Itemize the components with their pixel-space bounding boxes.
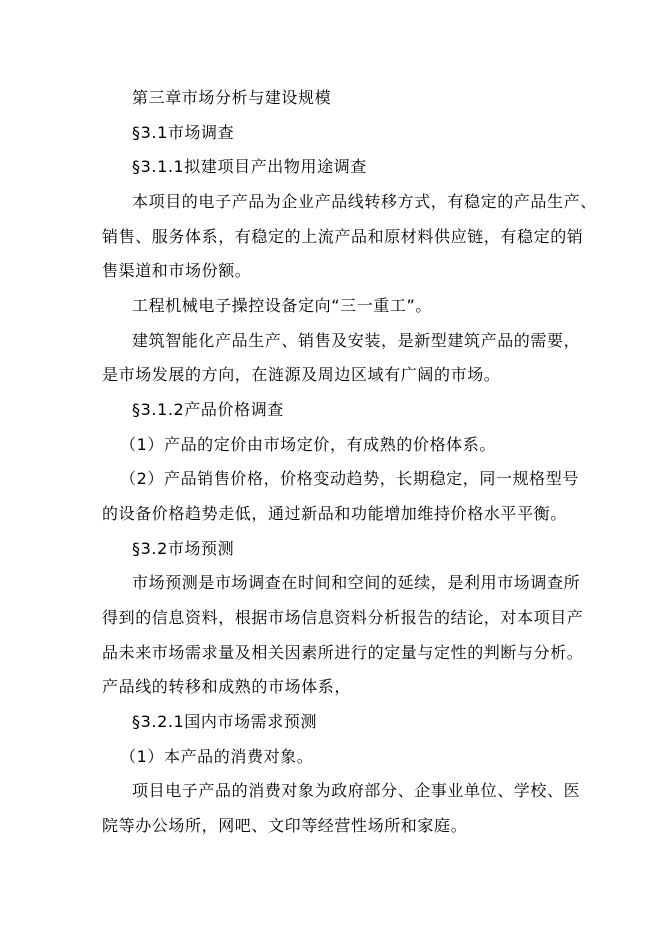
section-3-1-2-heading: §3.1.2产品价格调查 [132,400,284,419]
paragraph-3-line-2: 是市场发展的方向，在涟源及周边区域有广阔的市场。 [102,365,501,384]
list-item-3: （1）本产品的消费对象。 [120,747,314,766]
paragraph-2: 工程机械电子操控设备定向“三一重工”。 [132,296,432,315]
paragraph-5-line-1: 项目电子产品的消费对象为政府部分、企事业单位、学校、医 [132,781,581,800]
paragraph-1-line-2: 销售、服务体系，有稳定的上流产品和原材料供应链，有稳定的销 [102,227,584,246]
list-item-2-line-1: （2）产品销售价格，价格变动趋势，长期稳定，同一规格型号 [120,469,579,488]
paragraph-3-line-1: 建筑智能化产品生产、销售及安装，是新型建筑产品的需要， [132,331,581,350]
list-item-2-line-2: 的设备价格趋势走低，通过新品和功能增加维持价格水平平衡。 [102,504,567,523]
paragraph-4-line-1: 市场预测是市场调查在时间和空间的延续，是利用市场调查所 [132,573,581,592]
section-3-2-heading: §3.2市场预测 [132,539,235,558]
chapter-title: 第三章市场分析与建设规模 [132,88,332,107]
paragraph-4-line-2: 得到的信息资料，根据市场信息资料分析报告的结论，对本项目产 [102,608,584,627]
paragraph-5-line-2: 院等办公场所，网吧、文印等经营性场所和家庭。 [102,816,468,835]
paragraph-1-line-3: 售渠道和市场份额。 [102,261,252,280]
section-3-1-1-heading: §3.1.1拟建项目产出物用途调查 [132,157,367,176]
section-3-2-1-heading: §3.2.1国内市场需求预测 [132,712,318,731]
section-3-1-heading: §3.1市场调查 [132,123,235,142]
list-item-1: （1）产品的定价由市场定价，有成熟的价格体系。 [120,435,496,454]
paragraph-4-line-4: 产品线的转移和成熟的市场体系， [102,677,352,696]
paragraph-4-line-3: 品未来市场需求量及相关因素所进行的定量与定性的判断与分析。 [102,643,584,662]
paragraph-1-line-1: 本项目的电子产品为企业产品线转移方式，有稳定的产品生产、 [132,192,597,211]
